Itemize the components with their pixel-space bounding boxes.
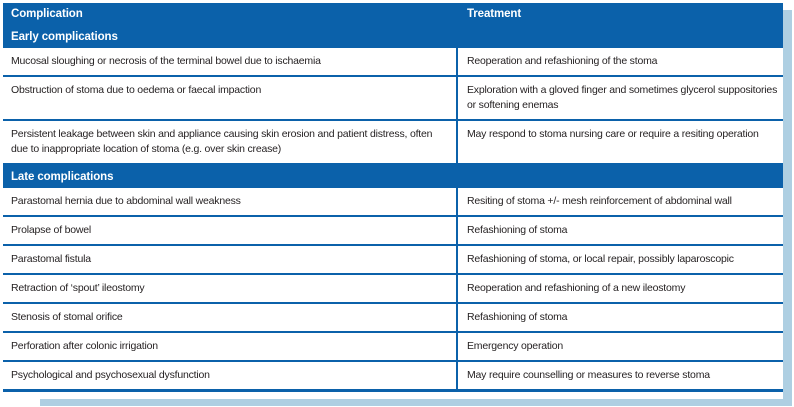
table-row: [3, 246, 783, 275]
table-header-row: [3, 3, 783, 25]
complication-cell: Obstruction of stoma due to oedema or faecal impaction: [11, 84, 262, 96]
treatment-cell: Resiting of stoma +/- mesh reinforcement of abdominal wall: [456, 188, 783, 215]
table-row: [3, 48, 783, 77]
complication-cell: Stenosis of stomal orifice: [11, 311, 123, 323]
treatment-cell: May respond to stoma nursing care or require a resiting operation: [456, 121, 783, 163]
complication-cell: Perforation after colonic irrigation: [11, 340, 158, 352]
table-row: [3, 333, 783, 362]
header-treatment: Treatment: [467, 8, 522, 20]
table-row: [3, 362, 783, 392]
drop-shadow-right: [783, 10, 792, 406]
complication-cell: Psychological and psychosexual dysfunction: [11, 369, 210, 381]
complication-cell: Prolapse of bowel: [11, 224, 92, 236]
complication-cell: Retraction of ‘spout’ ileostomy: [11, 282, 145, 294]
table-row: [3, 188, 783, 217]
table-row: [3, 77, 783, 121]
complication-cell: Parastomal fistula: [11, 253, 91, 265]
header-complication: Complication: [11, 8, 83, 20]
drop-shadow-bottom: [40, 399, 792, 406]
table-row: [3, 217, 783, 246]
treatment-cell: Refashioning of stoma: [456, 217, 783, 244]
complication-cell: Parastomal hernia due to abdominal wall weakness: [11, 195, 241, 207]
section-bar-late-complications: Late complications: [3, 165, 783, 188]
treatment-cell: Refashioning of stoma: [456, 304, 783, 331]
treatment-cell: Exploration with a gloved finger and sometimes glycerol suppositories or softening enemas: [456, 77, 783, 119]
complication-cell: Persistent leakage between skin and appliance causing skin erosion and patient distress, often due to inappropriate location of stoma (e.g. over skin crease): [11, 128, 433, 155]
table-row: [3, 304, 783, 333]
complication-cell: Mucosal sloughing or necrosis of the terminal bowel due to ischaemia: [11, 55, 321, 67]
table-row: [3, 275, 783, 304]
treatment-cell: Reoperation and refashioning of a new ileostomy: [456, 275, 783, 302]
section-bar-early-complications: Early complications: [3, 25, 783, 48]
treatment-cell: Reoperation and refashioning of the stoma: [456, 48, 783, 75]
table-row: [3, 121, 783, 165]
complications-table: [3, 3, 783, 392]
treatment-cell: May require counselling or measures to reverse stoma: [456, 362, 783, 389]
treatment-cell: Refashioning of stoma, or local repair, possibly laparoscopic: [456, 246, 783, 273]
treatment-cell: Emergency operation: [456, 333, 783, 360]
